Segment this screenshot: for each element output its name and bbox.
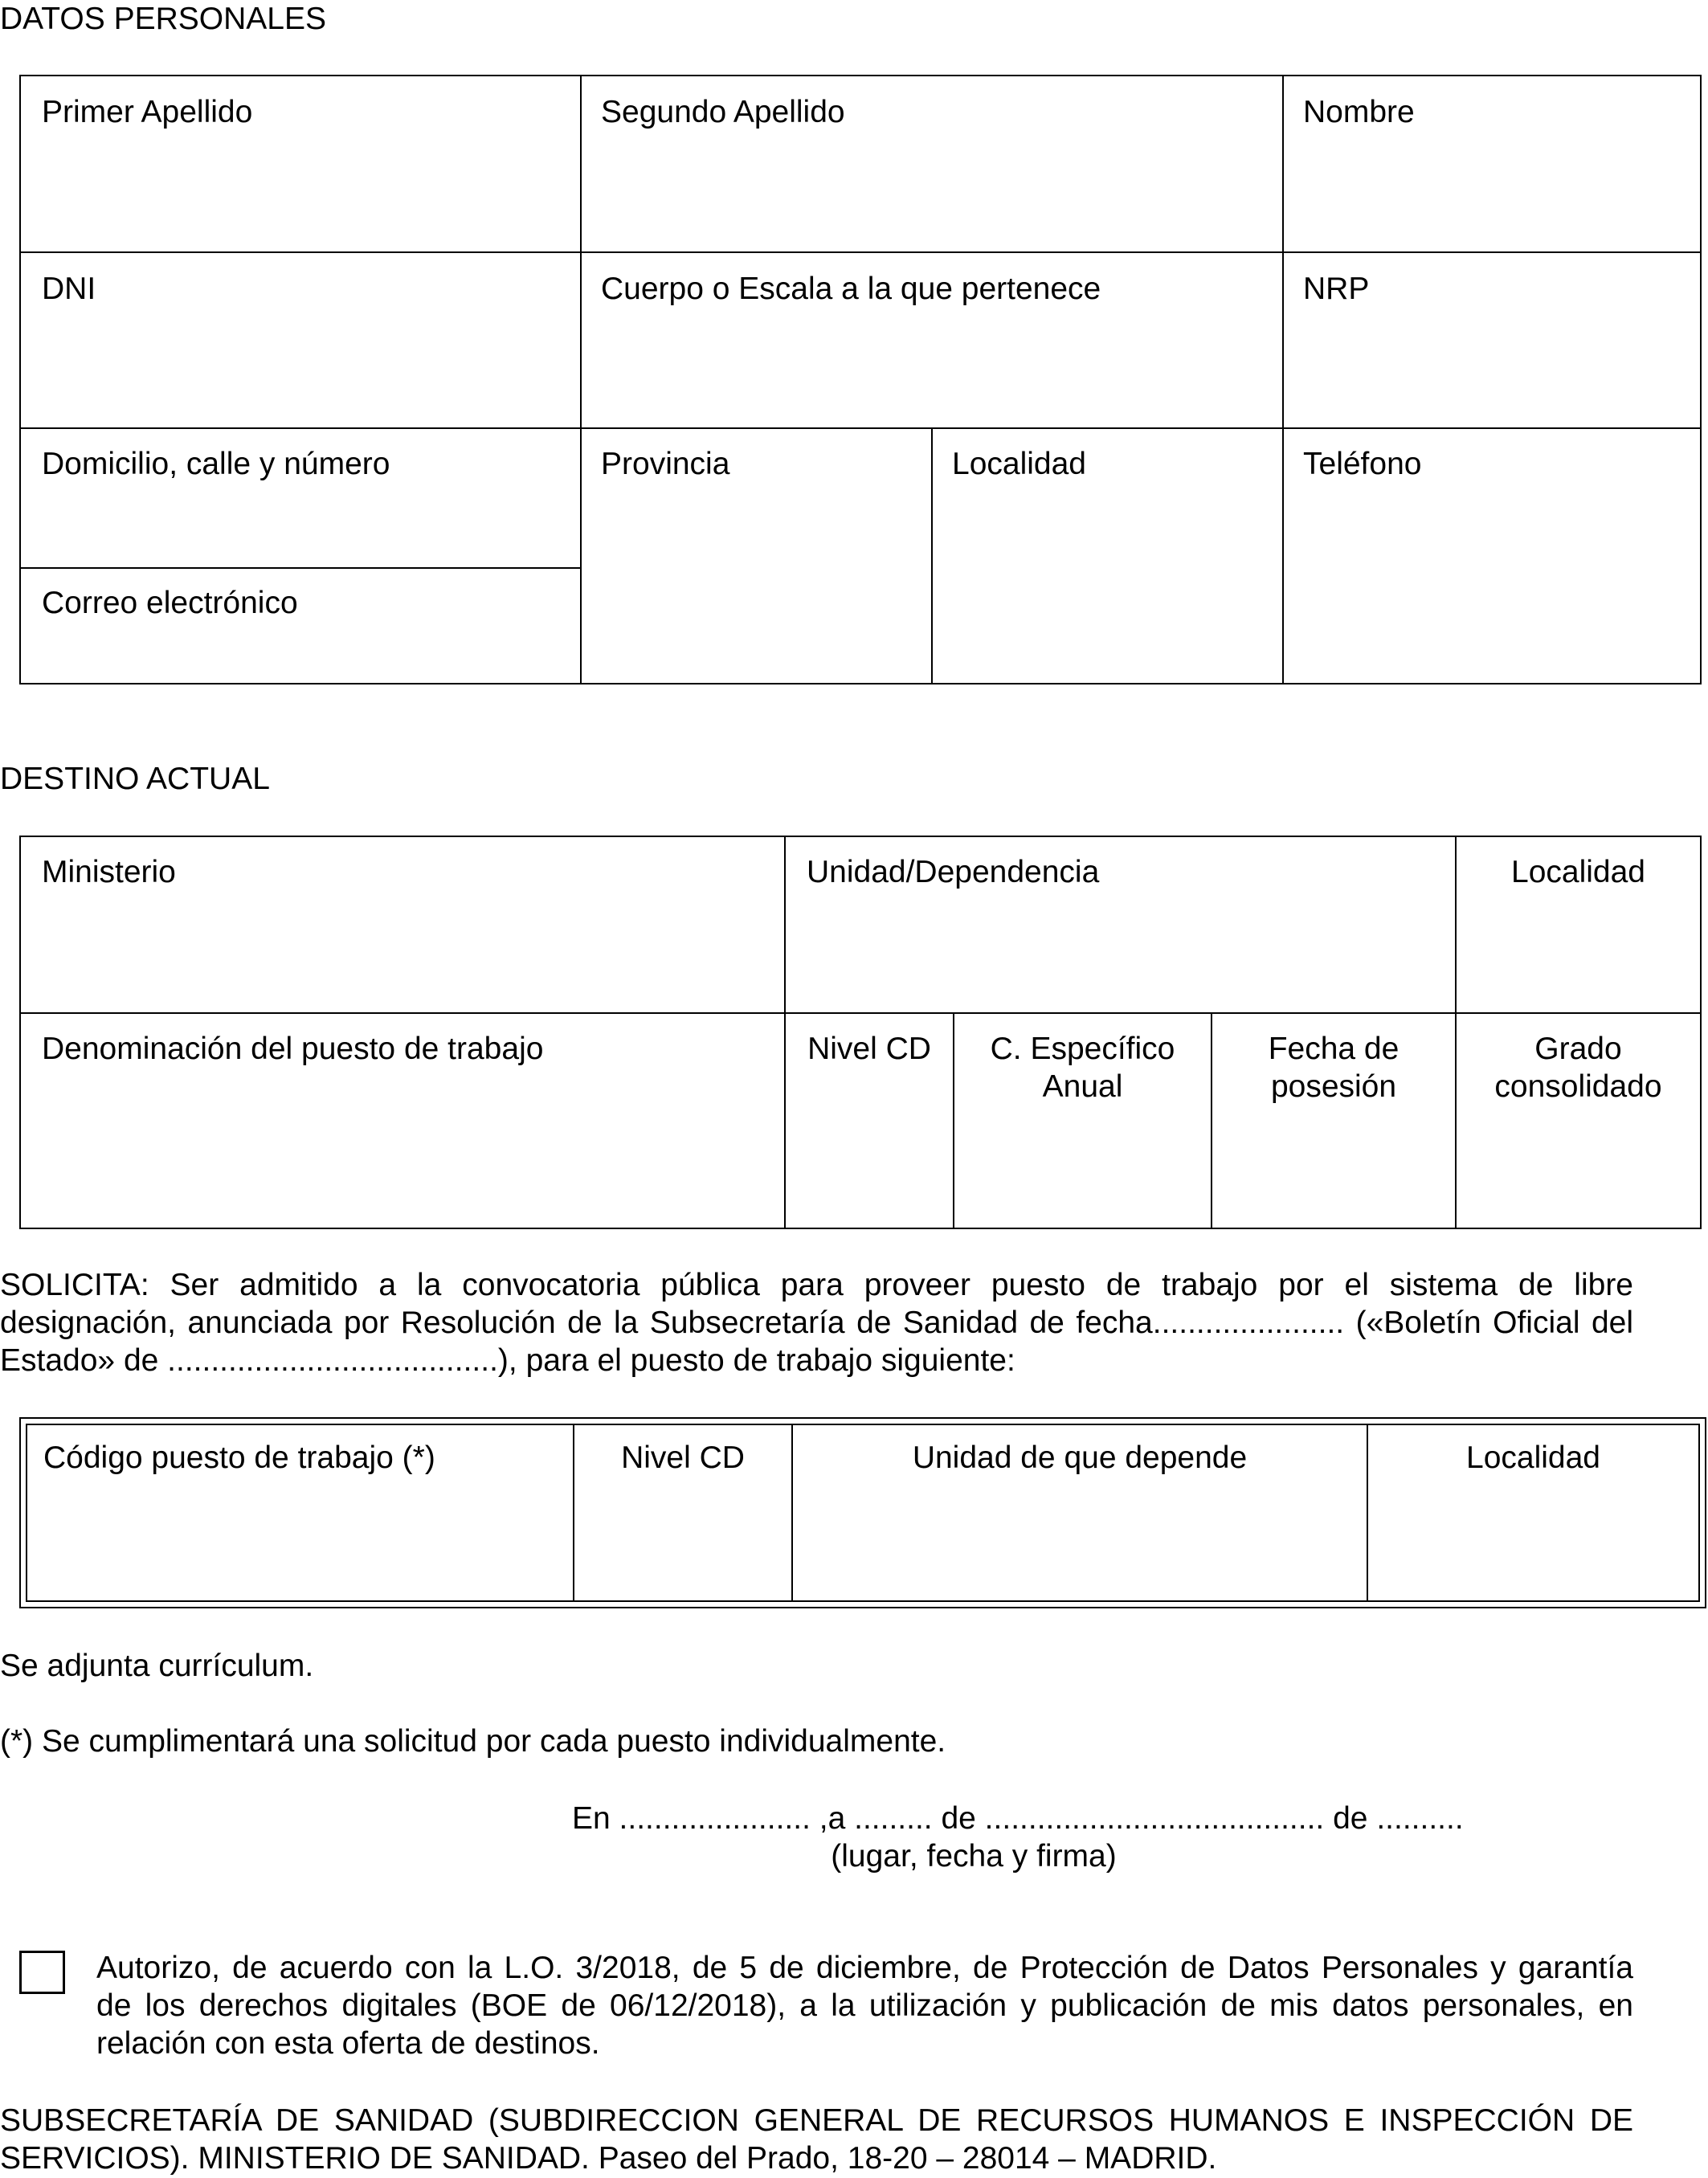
cv-note: Se adjunta currículum.	[0, 1649, 314, 1683]
second-surname-label: Segundo Apellido	[601, 95, 845, 129]
job-locality-label: Localidad	[1466, 1440, 1600, 1475]
unit-field[interactable]	[786, 836, 1455, 1012]
phone-label: Teléfono	[1303, 447, 1422, 481]
address-label: Domicilio, calle y número	[42, 447, 390, 481]
first-surname-label: Primer Apellido	[42, 95, 253, 129]
locality-field[interactable]	[933, 429, 1282, 683]
corps-field[interactable]	[582, 253, 1282, 427]
consent-text	[96, 1949, 1633, 2062]
job-title-label: Denominación del puesto de trabajo	[42, 1032, 544, 1066]
ministry-field[interactable]	[19, 836, 784, 1012]
job-level-cd-label: Nivel CD	[621, 1440, 745, 1475]
nrp-label: NRP	[1303, 272, 1370, 306]
address-field[interactable]	[19, 429, 580, 567]
consent-line-1: Autorizo, de acuerdo con la L.O. 3/2018, de 5 de diciembre, de Protección de Datos Personales y garantía	[96, 1951, 1633, 1985]
job-level-cd-field[interactable]	[574, 1425, 791, 1600]
request-line-1: SOLICITA: Ser admitido a la convocatoria pública para proveer puesto de trabajo por el sistema de libre	[0, 1268, 1633, 1302]
request-line-3: Estado» de ......................................), para el puesto de trabajo siguiente:	[0, 1343, 1015, 1378]
consolidated-grade-label-2: consolidado	[1494, 1069, 1662, 1104]
province-label: Provincia	[601, 447, 730, 481]
locality-label: Localidad	[952, 447, 1086, 481]
second-surname-field[interactable]	[582, 75, 1282, 251]
email-label: Correo electrónico	[42, 586, 298, 620]
signature-caption: (lugar, fecha y firma)	[831, 1839, 1117, 1874]
consent-line-2: de los derechos digitales (BOE de 06/12/2018), a la utilización y publicación de mis datos personales, en	[96, 1988, 1633, 2023]
footer-line-2: SERVICIOS). MINISTERIO DE SANIDAD. Paseo del Prado, 18-20 – 28014 – MADRID.	[0, 2141, 1217, 2176]
footer-address	[0, 2102, 1633, 2177]
phone-field[interactable]	[1284, 429, 1700, 683]
possession-date-field[interactable]	[1212, 1014, 1455, 1228]
consolidated-grade-label-1: Grado	[1534, 1032, 1622, 1066]
name-field[interactable]	[1284, 75, 1700, 251]
job-unit-label: Unidad de que depende	[912, 1440, 1248, 1475]
possession-date-label-1: Fecha de	[1268, 1032, 1399, 1066]
signature-line: En ...................... ,a ......... de ....................................... de ..........	[572, 1801, 1464, 1836]
corps-label: Cuerpo o Escala a la que pertenece	[601, 272, 1101, 306]
section-title-current: DESTINO ACTUAL	[0, 762, 270, 796]
job-title-field[interactable]	[19, 1014, 784, 1228]
nrp-field[interactable]	[1284, 253, 1700, 427]
unit-label: Unidad/Dependencia	[807, 855, 1100, 889]
job-unit-field[interactable]	[793, 1425, 1367, 1600]
ministry-label: Ministerio	[42, 855, 176, 889]
request-paragraph	[0, 1266, 1633, 1379]
specific-supplement-label-2: Anual	[1042, 1069, 1123, 1104]
consent-line-3: relación con esta oferta de destinos.	[96, 2026, 600, 2061]
dni-label: DNI	[42, 272, 96, 306]
province-field[interactable]	[582, 429, 931, 683]
first-surname-field[interactable]	[19, 75, 580, 251]
possession-date-label-2: posesión	[1270, 1069, 1397, 1104]
request-line-2: designación, anunciada por Resolución de la Subsecretaría de Sanidad de fecha...................... («Boletín Oficial del	[0, 1306, 1633, 1340]
specific-supplement-field[interactable]	[954, 1014, 1211, 1228]
current-level-cd-field[interactable]	[786, 1014, 953, 1228]
email-field[interactable]	[19, 569, 580, 683]
footer-line-1: SUBSECRETARÍA DE SANIDAD (SUBDIRECCION GENERAL DE RECURSOS HUMANOS E INSPECCIÓN DE	[0, 2103, 1633, 2138]
specific-supplement-label-1: C. Específico	[990, 1032, 1175, 1066]
consolidated-grade-field[interactable]	[1457, 1014, 1700, 1228]
consent-checkbox[interactable]	[19, 1951, 65, 1994]
current-locality-field[interactable]	[1457, 836, 1700, 1012]
name-label: Nombre	[1303, 95, 1415, 129]
current-locality-label: Localidad	[1511, 855, 1645, 889]
current-level-cd-label: Nivel CD	[807, 1032, 931, 1066]
job-code-field[interactable]	[27, 1425, 573, 1600]
job-locality-field[interactable]	[1368, 1425, 1698, 1600]
section-title-personal: DATOS PERSONALES	[0, 2, 327, 36]
dni-field[interactable]	[19, 253, 580, 427]
job-code-label: Código puesto de trabajo (*)	[43, 1440, 435, 1475]
footnote: (*) Se cumplimentará una solicitud por cada puesto individualmente.	[0, 1724, 946, 1759]
